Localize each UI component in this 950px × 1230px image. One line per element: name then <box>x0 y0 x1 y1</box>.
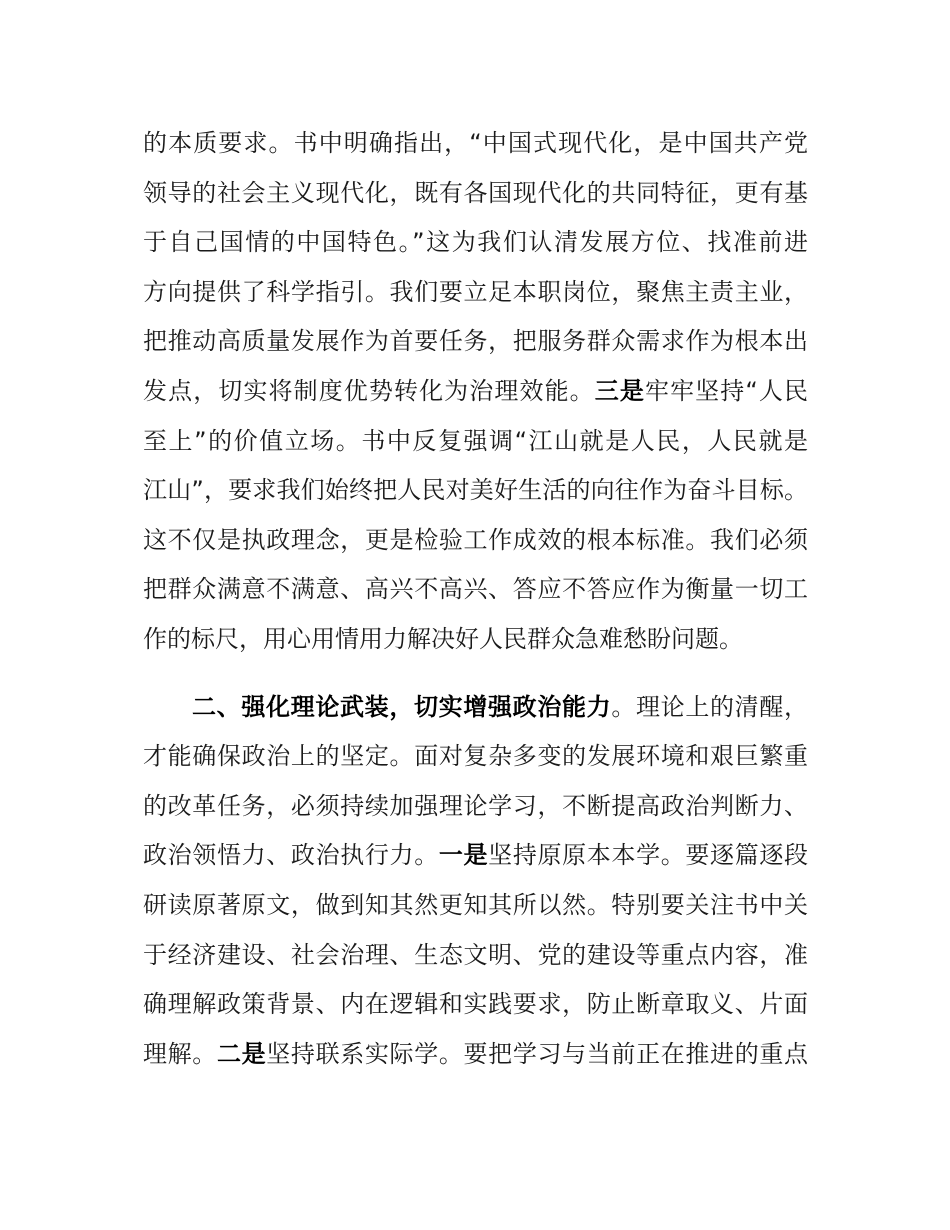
text-line <box>143 880 808 930</box>
text-line <box>143 930 808 980</box>
text-segment: 江山”，要求我们始终把人民对美好生活的向往作为奋斗目标。 <box>143 476 808 505</box>
text-segment: 研读原著原文，做到知其然更知其所以然。特别要关注书中关 <box>143 891 808 919</box>
text-line <box>192 682 808 732</box>
text-line <box>143 366 808 416</box>
bold-text-segment: 一是 <box>438 841 489 870</box>
text-line <box>143 731 808 781</box>
text-segment: 政治领悟力、政治执行力。 <box>143 841 439 870</box>
text-segment: 理解。 <box>143 1039 217 1068</box>
bold-text-segment: 二是 <box>216 1039 267 1068</box>
text-segment: 于自己国情的中国特色。”这为我们认清发展方位、找准前进 <box>143 228 808 257</box>
text-segment: 领导的社会主义现代化，既有各国现代化的共同特征，更有基 <box>143 178 808 207</box>
text-segment: 。理论上的清醒， <box>611 692 809 721</box>
text-segment: 把推动高质量发展作为首要任务，把服务群众需求作为根本出 <box>143 327 808 356</box>
text-segment: 于经济建设、社会治理、生态文明、党的建设等重点内容，准 <box>143 940 808 969</box>
bold-text-segment: 三是 <box>594 377 645 405</box>
text-segment: 才能确保政治上的坚定。面对复杂多变的发展环境和艰巨繁重 <box>143 742 808 771</box>
text-segment: 作的标尺，用心用情用力解决好人民群众急难愁盼问题。 <box>143 625 743 653</box>
text-line <box>143 1029 808 1079</box>
text-line <box>143 267 808 317</box>
text-segment: 的改革任务，必须持续加强理论学习，不断提高政治判断力、 <box>143 791 808 820</box>
text-line <box>143 465 808 515</box>
bold-text-segment: 二、强化理论武装，切实增强政治能力 <box>192 692 612 721</box>
text-line <box>143 830 808 880</box>
text-segment: 方向提供了科学指引。我们要立足本职岗位，聚焦主责主业， <box>143 277 808 306</box>
text-line <box>143 979 808 1029</box>
text-segment: 的本质要求。书中明确指出，“中国式现代化，是中国共产党 <box>143 129 808 157</box>
text-line <box>143 781 808 831</box>
text-line <box>143 416 808 466</box>
text-segment: 坚持联系实际学。要把学习与当前正在推进的重点 <box>266 1039 809 1068</box>
text-line <box>143 316 808 366</box>
text-segment: 把群众满意不满意、高兴不高兴、答应不答应作为衡量一切工 <box>143 575 808 604</box>
text-line <box>143 217 808 267</box>
text-line <box>143 168 808 218</box>
text-segment: 坚持原原本本学。要逐篇逐段 <box>488 841 809 870</box>
text-segment: 发点，切实将制度优势转化为治理效能。 <box>143 377 595 405</box>
text-line <box>143 614 808 664</box>
text-line <box>143 118 808 168</box>
text-segment: 确理解政策背景、内在逻辑和实践要求，防止断章取义、片面 <box>143 990 808 1019</box>
text-segment: 牢牢坚持“人民 <box>644 377 809 405</box>
text-line <box>143 564 808 614</box>
text-segment: 至上”的价值立场。书中反复强调“江山就是人民，人民就是 <box>143 426 808 455</box>
text-segment: 这不仅是执政理念，更是检验工作成效的根本标准。我们必须 <box>143 525 808 554</box>
text-line <box>143 515 808 565</box>
